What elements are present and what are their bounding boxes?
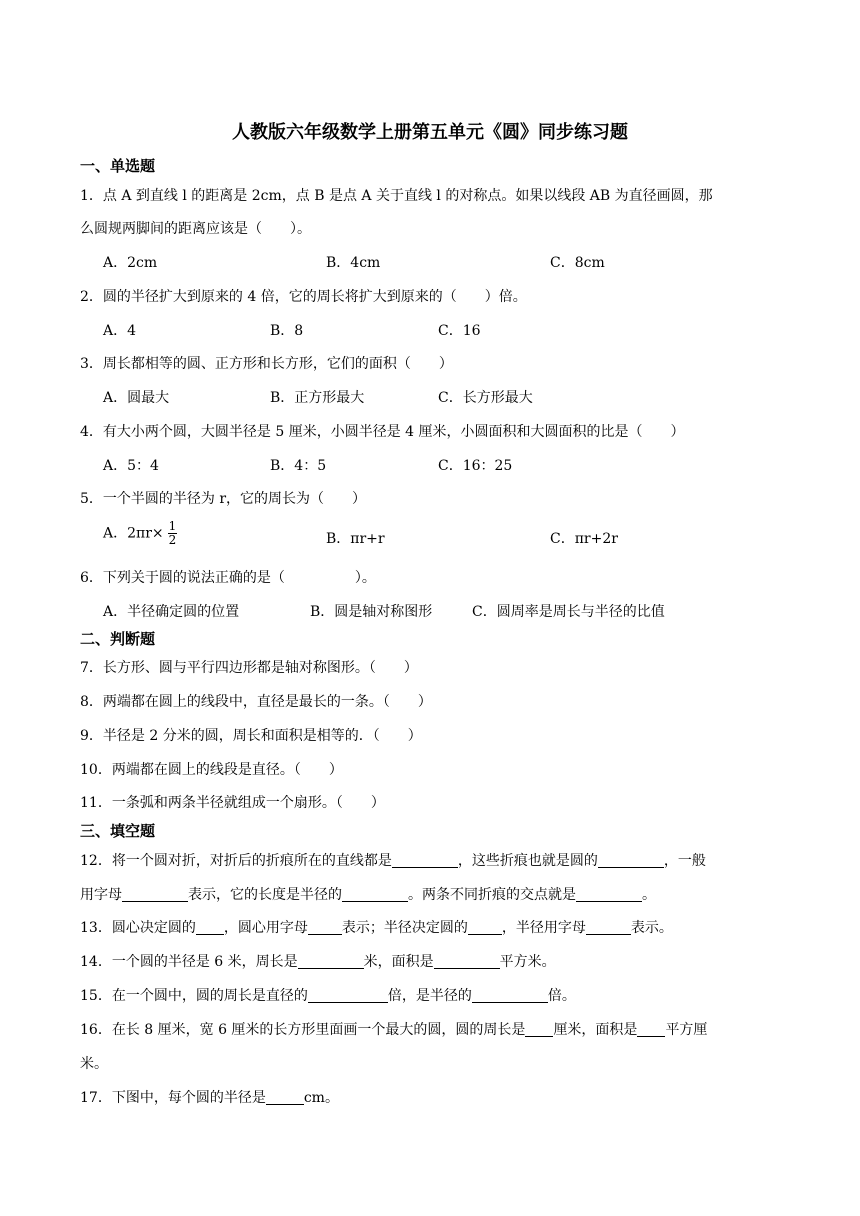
- question-11: 11．一条弧和两条半径就组成一个扇形。（ ）: [80, 795, 385, 811]
- question-4: 4．有大小两个圆，大圆半径是 5 厘米，小圆半径是 4 厘米，小圆面积和大圆面积的比是（ ）: [80, 424, 685, 440]
- question-16-text-3: 平方厘: [665, 1022, 708, 1038]
- question-3-option-a: A．圆最大: [103, 390, 170, 406]
- question-4-option-a: A．5：4: [103, 458, 159, 474]
- fraction-denominator: 2: [168, 533, 177, 547]
- section-heading-true-false: 二、判断题: [80, 630, 156, 648]
- question-1-line-2: 么圆规两脚间的距离应该是（ ）。: [80, 221, 311, 237]
- answer-blank[interactable]: [472, 987, 548, 1003]
- question-2-option-a: A．4: [103, 323, 137, 339]
- question-15-text-3: 倍。: [547, 988, 576, 1004]
- answer-blank[interactable]: [637, 1021, 665, 1037]
- question-5-option-b: B．πr+r: [326, 531, 385, 547]
- question-13-text-4: ，半径用字母: [501, 920, 586, 936]
- question-12-text-2: ，这些折痕也就是圆的: [457, 853, 598, 869]
- question-3-option-c: C．长方形最大: [438, 390, 533, 406]
- question-13-text-2: ，圆心用字母: [223, 920, 308, 936]
- question-15-text-2: 倍，是半径的: [387, 988, 472, 1004]
- question-1-option-c: C．8cm: [550, 255, 605, 271]
- question-6-option-b: B．圆是轴对称图形: [310, 604, 433, 620]
- question-16-text-1: 16．在长 8 厘米，宽 6 厘米的长方形里面画一个最大的圆，圆的周长是: [80, 1022, 526, 1038]
- question-12-text-5: 表示，它的长度是半径的: [188, 887, 342, 903]
- question-5: 5．一个半圆的半径为 r，它的周长为（ ）: [80, 491, 367, 507]
- answer-blank[interactable]: [308, 987, 388, 1003]
- question-17-text-1: 17．下图中，每个圆的半径是: [80, 1090, 266, 1106]
- question-13-text-3: 表示；半径决定圆的: [341, 920, 468, 936]
- section-heading-single-choice: 一、单选题: [80, 157, 156, 175]
- answer-blank[interactable]: [525, 1021, 553, 1037]
- section-heading-fill-in: 三、填空题: [80, 822, 156, 840]
- question-3-option-b: B．正方形最大: [270, 390, 365, 406]
- question-12-line-2: [80, 884, 656, 904]
- answer-blank[interactable]: [308, 919, 342, 935]
- question-14-text-3: 平方米。: [499, 954, 556, 970]
- question-12-text-4: 用字母: [80, 887, 122, 903]
- question-2-option-b: B．8: [270, 323, 304, 339]
- answer-blank[interactable]: [196, 919, 224, 935]
- answer-blank[interactable]: [392, 852, 458, 868]
- question-9: 9．半径是 2 分米的圆，周长和面积是相等的．（ ）: [80, 728, 422, 744]
- question-14-text-1: 14．一个圆的半径是 6 米，周长是: [80, 954, 298, 970]
- question-16-line-2: 米。: [80, 1056, 108, 1072]
- question-4-option-b: B．4：5: [270, 458, 327, 474]
- question-7: 7．长方形、圆与平行四边形都是轴对称图形。（ ）: [80, 660, 418, 676]
- question-6-option-c: C．圆周率是周长与半径的比值: [472, 604, 665, 620]
- question-17: [80, 1087, 339, 1107]
- question-3: 3．周长都相等的圆、正方形和长方形，它们的面积（ ）: [80, 356, 453, 372]
- fraction-one-half: [168, 520, 178, 547]
- question-4-option-c: C．16：25: [438, 458, 513, 474]
- question-5-option-a-text: A．2πr×: [103, 525, 164, 542]
- question-14-text-2: 米，面积是: [363, 954, 434, 970]
- question-2: 2．圆的半径扩大到原来的 4 倍，它的周长将扩大到原来的（ ）倍。: [80, 289, 527, 305]
- question-14: [80, 951, 556, 971]
- question-12-text-6: 。两条不同折痕的交点就是: [408, 887, 576, 903]
- question-15-text-1: 15．在一个圆中，圆的周长是直径的: [80, 988, 308, 1004]
- question-5-option-c: C．πr+2r: [550, 531, 618, 547]
- question-16-line-1: [80, 1019, 707, 1039]
- question-12-text-3: ，一般: [663, 853, 706, 869]
- answer-blank[interactable]: [298, 953, 364, 969]
- question-13-text-5: 表示。: [630, 920, 673, 936]
- fraction-numerator: 1: [168, 519, 177, 533]
- question-12-text-7: 。: [642, 887, 656, 903]
- question-6-option-a: A．半径确定圆的位置: [103, 604, 240, 620]
- answer-blank[interactable]: [586, 919, 631, 935]
- page-title: 人教版六年级数学上册第五单元《圆》同步练习题: [232, 122, 628, 143]
- answer-blank[interactable]: [598, 852, 664, 868]
- question-1-line-1: 1．点 A 到直线 l 的距离是 2cm，点 B 是点 A 关于直线 l 的对称点。如果以线段 AB 为直径画圆，那: [80, 188, 713, 204]
- answer-blank[interactable]: [468, 919, 502, 935]
- question-13: [80, 917, 673, 937]
- question-17-text-2: cm。: [303, 1090, 339, 1106]
- question-5-option-a: [103, 520, 177, 547]
- answer-blank[interactable]: [576, 886, 642, 902]
- question-1-option-b: B．4cm: [326, 255, 381, 271]
- question-6: 6．下列关于圆的说法正确的是（ ）。: [80, 570, 376, 586]
- question-8: 8．两端都在圆上的线段中，直径是最长的一条。（ ）: [80, 694, 432, 710]
- question-13-text-1: 13．圆心决定圆的: [80, 920, 196, 936]
- question-12-line-1: [80, 850, 706, 870]
- answer-blank[interactable]: [434, 953, 500, 969]
- answer-blank[interactable]: [122, 886, 188, 902]
- answer-blank[interactable]: [266, 1089, 304, 1105]
- question-16-text-2: 厘米，面积是: [553, 1022, 638, 1038]
- question-15: [80, 985, 576, 1005]
- question-12-text-1: 12．将一个圆对折，对折后的折痕所在的直线都是: [80, 853, 392, 869]
- answer-blank[interactable]: [342, 886, 408, 902]
- question-10: 10．两端都在圆上的线段是直径。（ ）: [80, 762, 343, 778]
- question-2-option-c: C．16: [438, 323, 481, 339]
- question-1-option-a: A．2cm: [103, 255, 158, 271]
